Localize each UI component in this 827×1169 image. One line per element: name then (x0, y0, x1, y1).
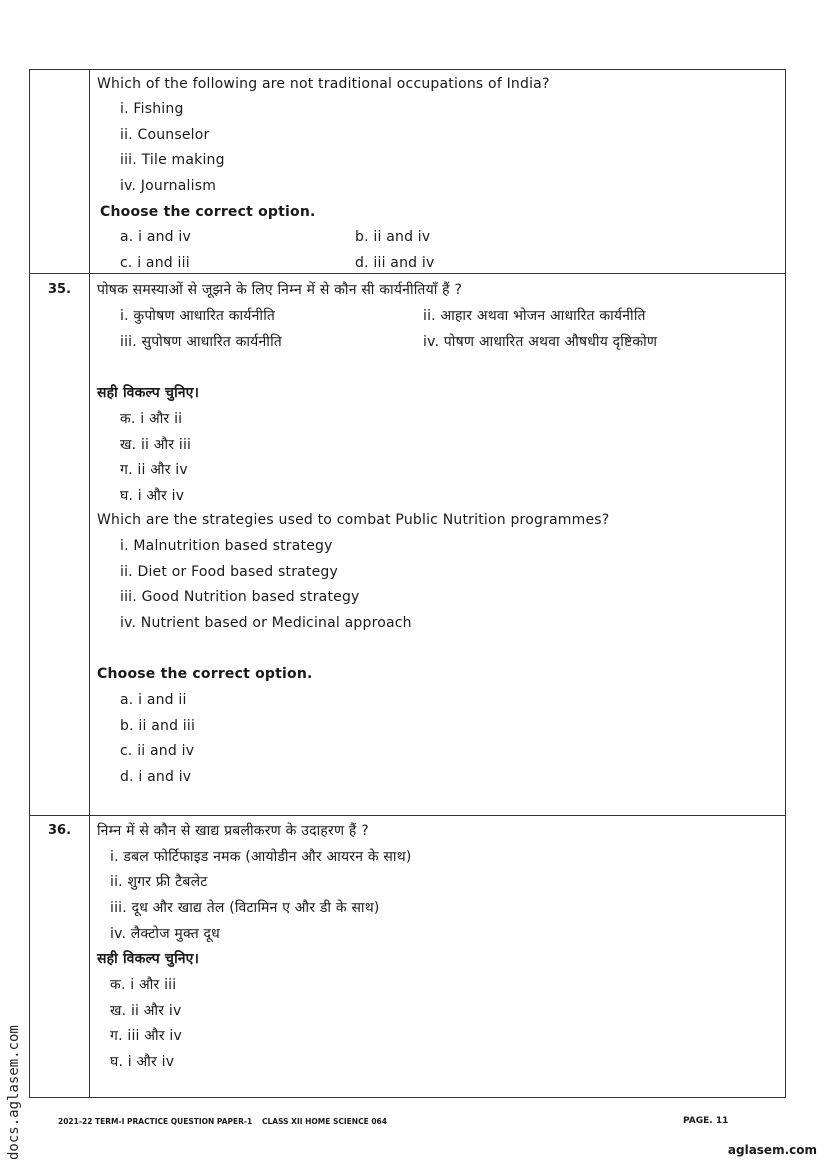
q36-hindi-choose: सही विकल्प चुनिए। (97, 951, 200, 967)
q35-hindi-option: ख. ii और iii (120, 437, 192, 453)
q36-hindi-option: क. i और iii (110, 977, 177, 993)
q36-hindi-item: iii. दूध और खाद्य तेल (विटामिन ए और डी के साथ) (110, 900, 380, 916)
q34-option: b. ii and iv (355, 229, 431, 245)
side-watermark: docs.aglasem.com (6, 1025, 22, 1160)
q35-hindi-item: iii. सुपोषण आधारित कार्यनीति (120, 334, 282, 350)
q36-hindi-option: घ. i और iv (110, 1054, 175, 1070)
q34-option: d. iii and iv (355, 255, 435, 271)
question-number: 36. (48, 823, 72, 838)
q35-option: a. i and ii (120, 692, 187, 708)
row-divider (30, 273, 785, 274)
q36-hindi-question: निम्न में से कौन से खाद्य प्रबलीकरण के उदाहरण हैं ? (97, 823, 369, 839)
q35-option: b. ii and iii (120, 718, 196, 734)
q35-question: Which are the strategies used to combat Public Nutrition programmes? (97, 512, 610, 528)
q35-hindi-item: ii. आहार अथवा भोजन आधारित कार्यनीति (423, 308, 646, 324)
q34-option: a. i and iv (120, 229, 191, 245)
footer-paper-title: 2021-22 TERM-I PRACTICE QUESTION PAPER-1 (58, 1117, 253, 1126)
q35-item: i. Malnutrition based strategy (120, 538, 333, 554)
q35-hindi-option: क. i और ii (120, 411, 183, 427)
column-divider (89, 70, 90, 1097)
question-number: 35. (48, 282, 72, 297)
q34-item: iii. Tile making (120, 152, 225, 168)
q35-hindi-item: i. कुपोषण आधारित कार्यनीति (120, 308, 276, 324)
footer-page-number: PAGE. 11 (683, 1116, 729, 1126)
q35-hindi-option: घ. i और iv (120, 488, 185, 504)
q35-hindi-item: iv. पोषण आधारित अथवा औषधीय दृष्टिकोण (423, 334, 658, 350)
q35-hindi-choose: सही विकल्प चुनिए। (97, 385, 200, 401)
q35-option: c. ii and iv (120, 743, 195, 759)
q34-item: ii. Counselor (120, 127, 210, 143)
q36-hindi-option: ग. iii और iv (110, 1028, 182, 1044)
q35-item: iii. Good Nutrition based strategy (120, 589, 360, 605)
question-table (29, 69, 786, 1098)
row-divider (30, 815, 785, 816)
q35-hindi-question: पोषक समस्याओं से जूझने के लिए निम्न में से कौन सी कार्यनीतियाँ हैं ? (97, 282, 463, 298)
q34-item: i. Fishing (120, 101, 184, 117)
q35-hindi-option: ग. ii और iv (120, 462, 188, 478)
q36-hindi-item: ii. शुगर फ्री टैबलेट (110, 874, 208, 890)
q36-hindi-item: i. डबल फोर्टिफाइड नमक (आयोडीन और आयरन के साथ) (110, 849, 412, 865)
brand-logo-text: aglasem.com (727, 1143, 817, 1157)
q35-item: iv. Nutrient based or Medicinal approach (120, 615, 412, 631)
q34-question: Which of the following are not traditional occupations of India? (97, 76, 550, 92)
q35-option: d. i and iv (120, 769, 192, 785)
q34-item: iv. Journalism (120, 178, 217, 194)
q36-hindi-option: ख. ii और iv (110, 1003, 182, 1019)
q35-choose: Choose the correct option. (97, 666, 313, 682)
q35-item: ii. Diet or Food based strategy (120, 564, 338, 580)
q34-choose: Choose the correct option. (100, 204, 316, 220)
footer-class: CLASS XII HOME SCIENCE 064 (262, 1117, 387, 1126)
q34-option: c. i and iii (120, 255, 190, 271)
q36-hindi-item: iv. लैक्टोज मुक्त दूध (110, 926, 220, 942)
